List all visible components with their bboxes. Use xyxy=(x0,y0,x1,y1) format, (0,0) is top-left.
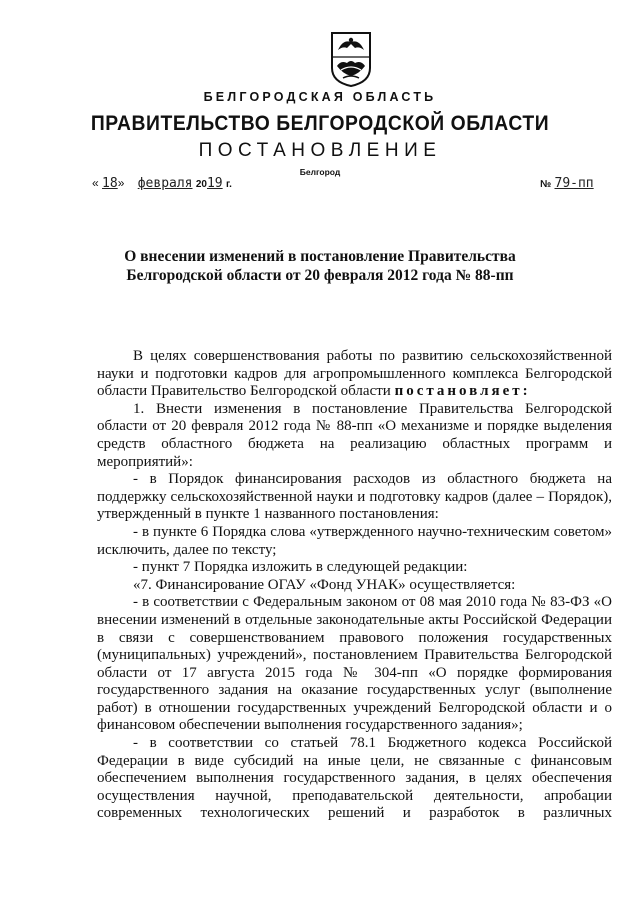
title-line-1: О внесении изменений в постановление Правительства xyxy=(124,248,516,265)
paragraph-4: - пункт 7 Порядка изложить в следующей редакции: xyxy=(133,559,468,576)
paragraph-1: 1. Внести изменения в постановление Правительства Белгородской области от 20 февраля 2012 года № 88-пп «О механизме и порядке выделения средств областного бюджета на реализацию областных программ и мероприятий»: xyxy=(97,400,612,470)
date-close-quote: » xyxy=(117,176,125,190)
decree-keyword: постановляет: xyxy=(394,383,531,400)
document-body xyxy=(97,348,612,823)
date-year-suffix: 19 xyxy=(206,176,223,191)
date-year-abbr: г. xyxy=(225,179,232,190)
region-name: БЕЛГОРОДСКАЯ ОБЛАСТЬ xyxy=(203,90,437,104)
government-name: ПРАВИТЕЛЬСТВО БЕЛГОРОДСКОЙ ОБЛАСТИ xyxy=(90,112,550,135)
document-number xyxy=(540,176,594,191)
paragraph-3: - в пункте 6 Порядка слова «утвержденного научно-техническим советом» исключить, далее по тексту; xyxy=(97,523,612,558)
document-type: ПОСТАНОВЛЕНИЕ xyxy=(198,140,442,161)
date-month: февраля xyxy=(137,176,193,191)
paragraph-7: - в соответствии со статьей 78.1 Бюджетного кодекса Российской Федерации в виде субсидий на иные цели, не связанные с финансовым обеспечением выполнения государственного задания, в целях обеспечения осуществления научной, преподавательской деятельности, апробации современных технологических решений и разработок в различных xyxy=(97,735,612,822)
paragraph-6: - в соответствии с Федеральным законом от 08 мая 2010 года № 83-ФЗ «О внесении изменений в отдельные законодательные акты Российской Федерации в связи с совершенствованием правового положения государственных (муниципальных) учреждений», постановлением Правительства Белгородской области от 17 августа 2015 года № 304-пп «О порядке формирования государственного задания на оказание государственных услуг (выполнение работ) в отношении государственных учреждений Белгородской области и о финансовом обеспечении выполнения государственного задания»; xyxy=(97,594,612,734)
paragraph-5: «7. Финансирование ОГАУ «Фонд УНАК» осуществляется: xyxy=(133,576,516,593)
document-title xyxy=(0,247,640,285)
date-open-quote: « xyxy=(92,176,99,190)
title-line-2: Белгородской области от 20 февраля 2012 года № 88-пп xyxy=(126,267,514,284)
coat-of-arms-icon xyxy=(329,30,373,88)
date-year-prefix: 20 xyxy=(195,179,207,190)
paragraph-preamble xyxy=(97,348,612,401)
city-name: Белгород xyxy=(299,167,341,177)
paragraph-2: - в Порядок финансирования расходов из областного бюджета на поддержку сельскохозяйственной науки и подготовку кадров (далее – Порядок), утвержденный в пункте 1 названного постановления: xyxy=(97,471,612,523)
number-value: 79-пп xyxy=(554,176,594,191)
date-day: 18 xyxy=(102,176,118,191)
document-date xyxy=(92,176,232,191)
preamble-text: В целях совершенствования работы по развитию сельскохозяйственной науки и подготовки кадров для агропромышленного комплекса Белгородской области Правительство Белгородской области xyxy=(97,348,612,400)
number-label: № xyxy=(540,179,552,190)
